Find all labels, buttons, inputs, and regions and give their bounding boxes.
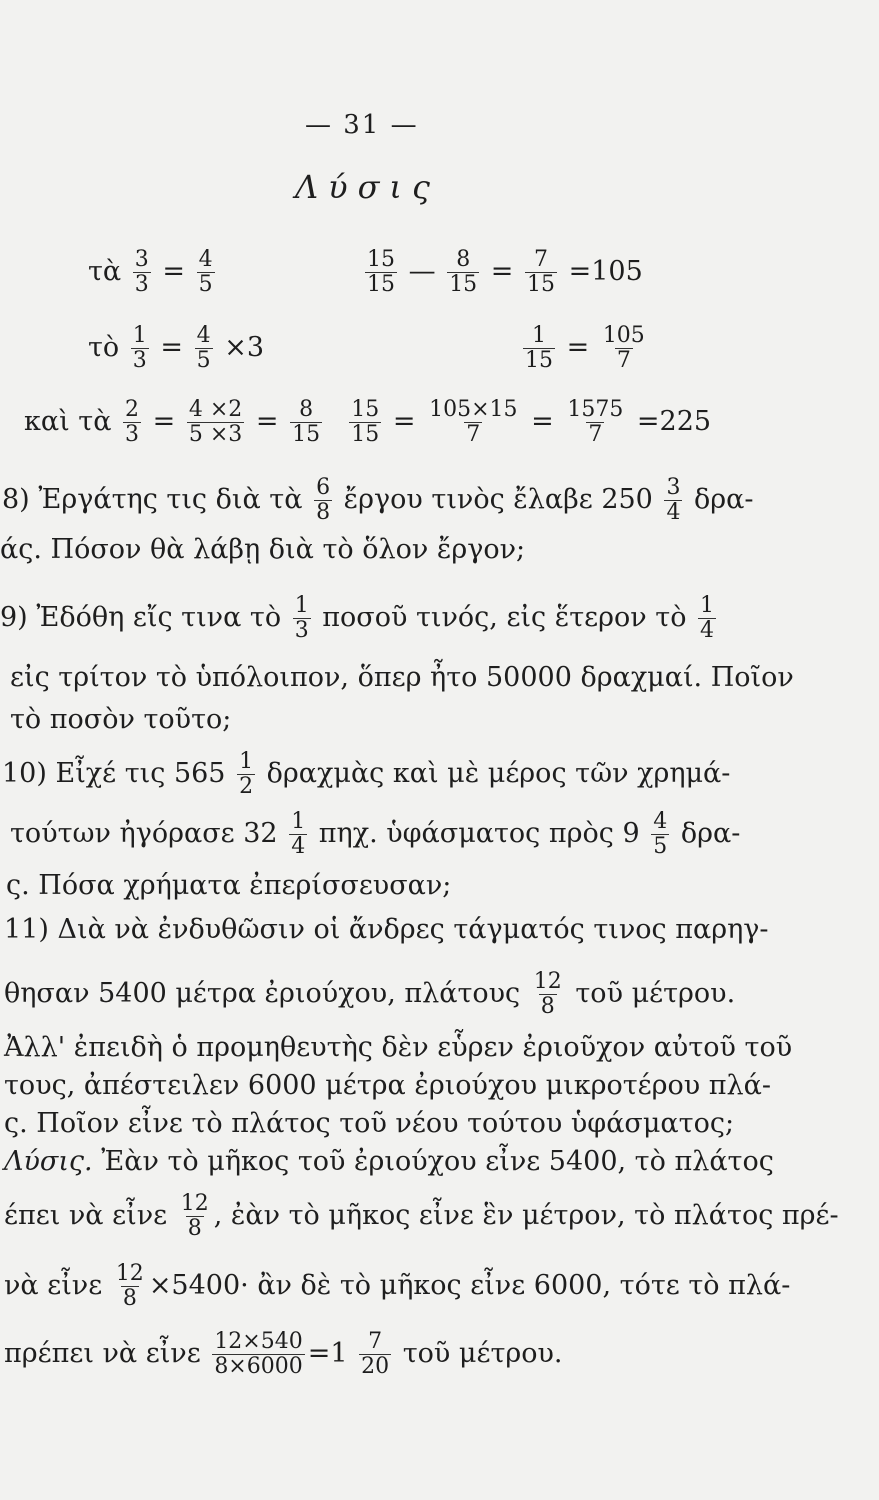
- problem-number: 8): [2, 484, 30, 515]
- fraction: $\frac{4}{5}$: [196, 323, 211, 373]
- solution-row-2: [88, 324, 264, 373]
- text: δραχμὰς καὶ μὲ μέρος τῶν χρημά-: [266, 758, 731, 789]
- text: δρα-: [680, 818, 741, 849]
- text: νὰ εἶνε: [4, 1270, 103, 1301]
- solution-heading: Λύσις: [295, 168, 440, 206]
- fraction: $\frac{4}{5}$: [653, 809, 668, 859]
- text: έπει νὰ εἶνε: [4, 1200, 168, 1231]
- fraction: $\frac{3}{4}$: [666, 475, 681, 525]
- fraction: $\frac{105}{7}$: [602, 323, 645, 373]
- text: ἔργου τινὸς ἔλαβε 250: [343, 484, 653, 515]
- fraction: $\frac{4}{5}$: [198, 247, 213, 297]
- fraction: $\frac{8}{15}$: [292, 397, 321, 447]
- problem-number: 9): [0, 602, 28, 633]
- problem-11-line-5: ς. Ποῖον εἶνε τὸ πλάτος τοῦ νέου τούτου ὑφάσματος;: [4, 1108, 735, 1139]
- problem-11-line-3: Ἀλλ' ἐπειδὴ ὁ προμηθευτὴς δὲν εὗρεν ἐριοῦχον αὐτοῦ τοῦ: [4, 1032, 793, 1063]
- operator: —: [408, 256, 436, 287]
- fraction: $\frac{105\times 15}{7}$: [429, 397, 518, 447]
- problem-11-line-6: [4, 1144, 774, 1180]
- text: πηχ. ὑφάσματος πρὸς 9: [318, 818, 640, 849]
- text: =1: [307, 1338, 348, 1369]
- problem-11-line-9: [4, 1330, 563, 1379]
- operator: =: [392, 406, 416, 437]
- row-prefix: τὸ: [88, 332, 120, 363]
- solution-row-1-right: [362, 248, 643, 297]
- problem-8-line-1: [2, 476, 754, 525]
- fraction: $\frac{15}{15}$: [351, 397, 380, 447]
- text: Ἐὰν τὸ μῆκος τοῦ ἐριούχου εἶνε 5400, τὸ πλάτος: [101, 1146, 774, 1177]
- multiplier: ×3: [224, 332, 265, 363]
- fraction: $\frac{12}{8}$: [533, 969, 562, 1019]
- text: ×5400· ἂν δὲ τὸ μῆκος εἶνε 6000, τότε τὸ πλά-: [148, 1270, 791, 1301]
- fraction: $\frac{1}{2}$: [239, 749, 254, 799]
- text: θησαν 5400 μέτρα ἐριούχου, πλάτους: [4, 978, 521, 1009]
- fraction: $\frac{15}{15}$: [367, 247, 395, 297]
- solution-row-3: [24, 398, 711, 447]
- operator: =: [152, 406, 176, 437]
- result: =225: [636, 406, 712, 437]
- text: , ἐὰν τὸ μῆκος εἶνε ἓν μέτρον, τὸ πλάτος πρέ-: [213, 1200, 839, 1231]
- page-number: — 31 —: [305, 110, 419, 140]
- solution-label: Λύσις.: [4, 1146, 93, 1177]
- problem-11-line-8: [4, 1262, 790, 1311]
- fraction: $\frac{1}{4}$: [700, 593, 715, 643]
- fraction: $\frac{1}{3}$: [132, 323, 147, 373]
- solution-row-2-right: [520, 324, 650, 373]
- problem-number: 10): [2, 758, 47, 789]
- problem-11-line-1: [4, 912, 769, 948]
- text: τοῦ μέτρου.: [402, 1338, 563, 1369]
- fraction: $\frac{12}{8}$: [115, 1261, 144, 1311]
- operator: =: [531, 406, 554, 437]
- row-prefix: τὰ: [88, 256, 122, 287]
- text: Εἶχέ τις 565: [55, 758, 226, 789]
- fraction: $\frac{7}{15}$: [527, 247, 555, 297]
- problem-9-line-2: εἰς τρίτον τὸ ὑπόλοιπον, ὅπερ ἦτο 50000 δραχμαί. Ποῖον: [10, 662, 794, 693]
- fraction: $\frac{1}{15}$: [525, 323, 553, 373]
- fraction: $\frac{6}{8}$: [316, 475, 331, 525]
- problem-11-line-7: [4, 1192, 839, 1241]
- text: Διὰ νὰ ἐνδυθῶσιν οἱ ἄνδρες τάγματός τινος παρηγ-: [57, 914, 769, 945]
- fraction: $\frac{2}{3}$: [125, 397, 140, 447]
- fraction: $\frac{12}{8}$: [180, 1191, 209, 1241]
- operator: =: [566, 332, 590, 363]
- row-prefix: καὶ τὰ: [24, 406, 112, 437]
- fraction: $\frac{1}{4}$: [291, 809, 306, 859]
- problem-11-line-2: [4, 970, 735, 1019]
- solution-row-1: [88, 248, 218, 297]
- fraction: $\frac{8}{15}$: [449, 247, 478, 297]
- text: δρα-: [694, 484, 754, 515]
- operator: =: [162, 256, 185, 287]
- fraction: $\frac{4 \times 2}{5 \times 3}$: [188, 397, 243, 447]
- operator: =: [160, 332, 184, 363]
- text: Ἐδόθη εἴς τινα τὸ: [36, 602, 282, 633]
- fraction: $\frac{3}{3}$: [134, 247, 149, 297]
- fraction: $\frac{1575}{7}$: [567, 397, 624, 447]
- problem-number: 11): [4, 914, 49, 945]
- text: τούτων ἠγόρασε 32: [10, 818, 278, 849]
- problem-10-line-1: [2, 750, 730, 799]
- problem-10-line-2: [10, 810, 740, 859]
- text: Ἐργάτης τις διὰ τὰ: [38, 484, 303, 515]
- problem-9-line-3: τὸ ποσὸν τοῦτο;: [10, 704, 232, 735]
- text: ποσοῦ τινός, εἰς ἕτερον τὸ: [322, 602, 687, 633]
- text: πρέπει νὰ εἶνε: [4, 1338, 201, 1369]
- fraction: $\frac{12\times 540}{8\times 6000}$: [214, 1329, 303, 1379]
- operator: =: [255, 406, 279, 437]
- text: τοῦ μέτρου.: [575, 978, 736, 1009]
- problem-11-line-4: τους, ἀπέστειλεν 6000 μέτρα ἐριούχου μικροτέρου πλά-: [4, 1070, 771, 1101]
- problem-9-line-1: [0, 594, 719, 643]
- fraction: $\frac{1}{3}$: [294, 593, 309, 643]
- result: =105: [568, 256, 643, 287]
- operator: =: [490, 256, 514, 287]
- fraction: $\frac{7}{20}$: [361, 1329, 390, 1379]
- problem-10-line-3: ς. Πόσα χρήματα ἐπερίσσευσαν;: [6, 870, 452, 901]
- problem-8-line-2: άς. Πόσον θὰ λάβῃ διὰ τὸ ὅλον ἔργον;: [0, 534, 526, 565]
